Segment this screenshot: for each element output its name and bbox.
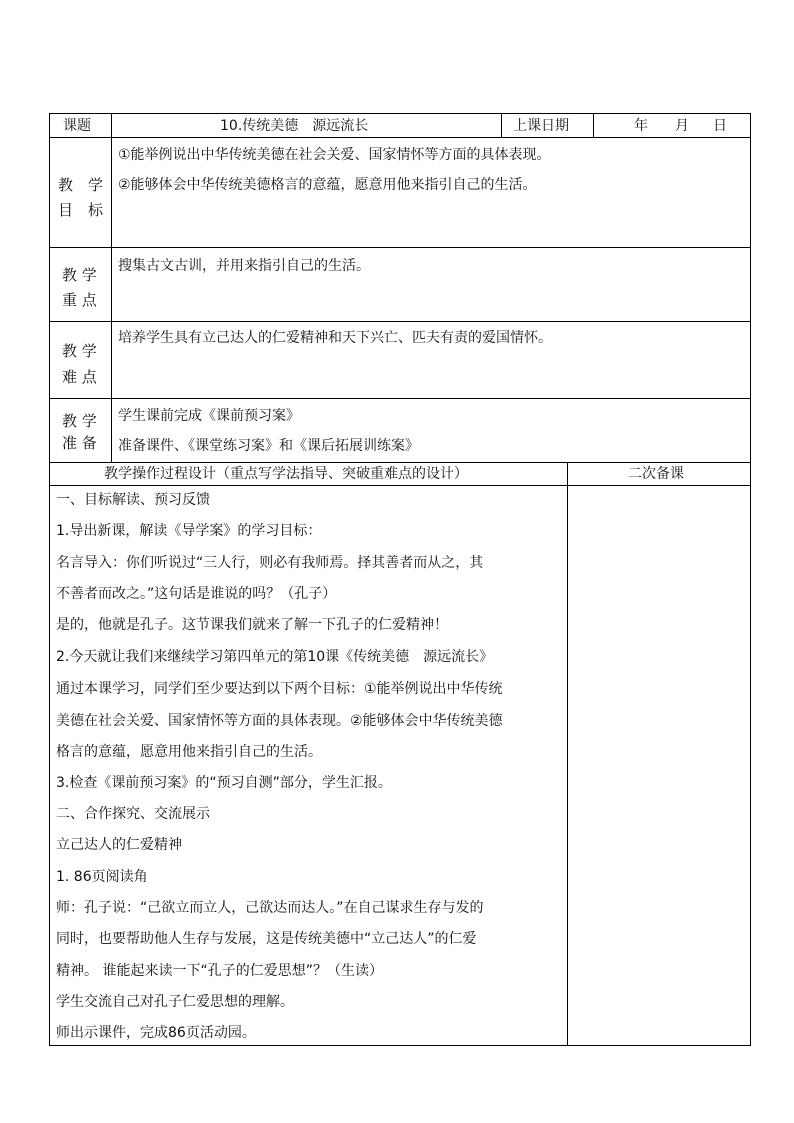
row-divider [49, 247, 751, 248]
goal-item: ①能举例说出中华传统美德在社会关爱、国家情怀等方面的具体表现。 [118, 147, 551, 163]
preparation-item: 学生课前完成《课前预习案》 [118, 408, 300, 424]
key-points-text: 搜集古文古训，并用来指引自己的生活。 [118, 258, 370, 274]
process-column-divider [567, 462, 568, 1046]
process-line: 是的，他就是孔子。这节课我们就来了解一下孔子的仁爱精神！ [56, 617, 448, 633]
row-divider [49, 485, 751, 486]
process-line: 3.检查《课前预习案》的“预习自测”部分，学生汇报。 [56, 775, 392, 791]
process-line: 师：孔子说：“己欲立而立人，己欲达而达人。”在自己谋求生存与发的 [56, 900, 484, 916]
date-label: 上课日期 [513, 118, 569, 134]
row-divider [49, 462, 751, 463]
difficult-points-text: 培养学生具有立己达人的仁爱精神和天下兴亡、匹夫有责的爱国情怀。 [118, 330, 552, 346]
process-line: 美德在社会关爱、国家情怀等方面的具体表现。②能够体会中华传统美德 [56, 713, 503, 729]
key-points-label: 教 学 [62, 266, 97, 284]
process-line: 1. 86页阅读角 [56, 869, 148, 885]
goals-label: 教 学 [58, 176, 104, 194]
process-header: 教学操作过程设计（重点写学法指导、突破重难点的设计） [104, 466, 468, 482]
process-line: 1.导出新课，解读《导学案》的学习目标： [56, 523, 322, 539]
process-line: 2.今天就让我们来继续学习第四单元的第10课《传统美德 源远流长》 [56, 649, 494, 665]
lesson-title: 10.传统美德 源远流长 [220, 118, 369, 134]
difficult-points-label: 教 学 [62, 342, 97, 360]
process-line: 通过本课学习，同学们至少要达到以下两个目标：①能举例说出中华传统 [56, 681, 503, 697]
process-line: 师出示课件，完成86页活动园。 [56, 1025, 256, 1041]
difficult-points-label: 难 点 [62, 368, 97, 386]
second-prep-header: 二次备课 [628, 466, 684, 482]
goal-item: ②能够体会中华传统美德格言的意蕴，愿意用他来指引自己的生活。 [118, 177, 537, 193]
preparation-label: 准 备 [62, 434, 97, 452]
process-line: 名言导入：你们听说过“三人行，则必有我师焉。择其善者而从之，其 [56, 555, 484, 571]
process-line: 学生交流自己对孔子仁爱思想的理解。 [56, 994, 294, 1010]
key-points-label: 重 点 [62, 291, 97, 309]
date-month: 月 [675, 118, 689, 134]
process-line: 不善者而改之。”这句话是谁说的吗？（孔子） [56, 586, 337, 602]
row-divider [49, 398, 751, 399]
process-line: 同时，也要帮助他人生存与发展，这是传统美德中“立己达人”的仁爱 [56, 931, 477, 947]
topic-label: 课题 [63, 118, 91, 134]
process-line: 一、目标解读、预习反馈 [56, 492, 210, 508]
process-line: 二、合作探究、交流展示 [56, 806, 210, 822]
label-column-divider [111, 113, 112, 463]
preparation-label: 教 学 [62, 412, 97, 430]
date-label-divider [501, 113, 502, 138]
row-divider [49, 137, 751, 138]
process-line: 立己达人的仁爱精神 [56, 837, 182, 853]
date-year: 年 [634, 118, 648, 134]
row-divider [49, 321, 751, 322]
goals-label: 目 标 [58, 201, 104, 219]
date-value-divider [593, 113, 594, 138]
date-day: 日 [713, 118, 727, 134]
preparation-item: 准备课件、《课堂练习案》和《课后拓展训练案》 [118, 438, 419, 454]
process-line: 格言的意蕴，愿意用他来指引自己的生活。 [56, 744, 322, 760]
process-line: 精神。 谁能起来读一下“孔子的仁爱思想”？（生读） [56, 963, 383, 979]
